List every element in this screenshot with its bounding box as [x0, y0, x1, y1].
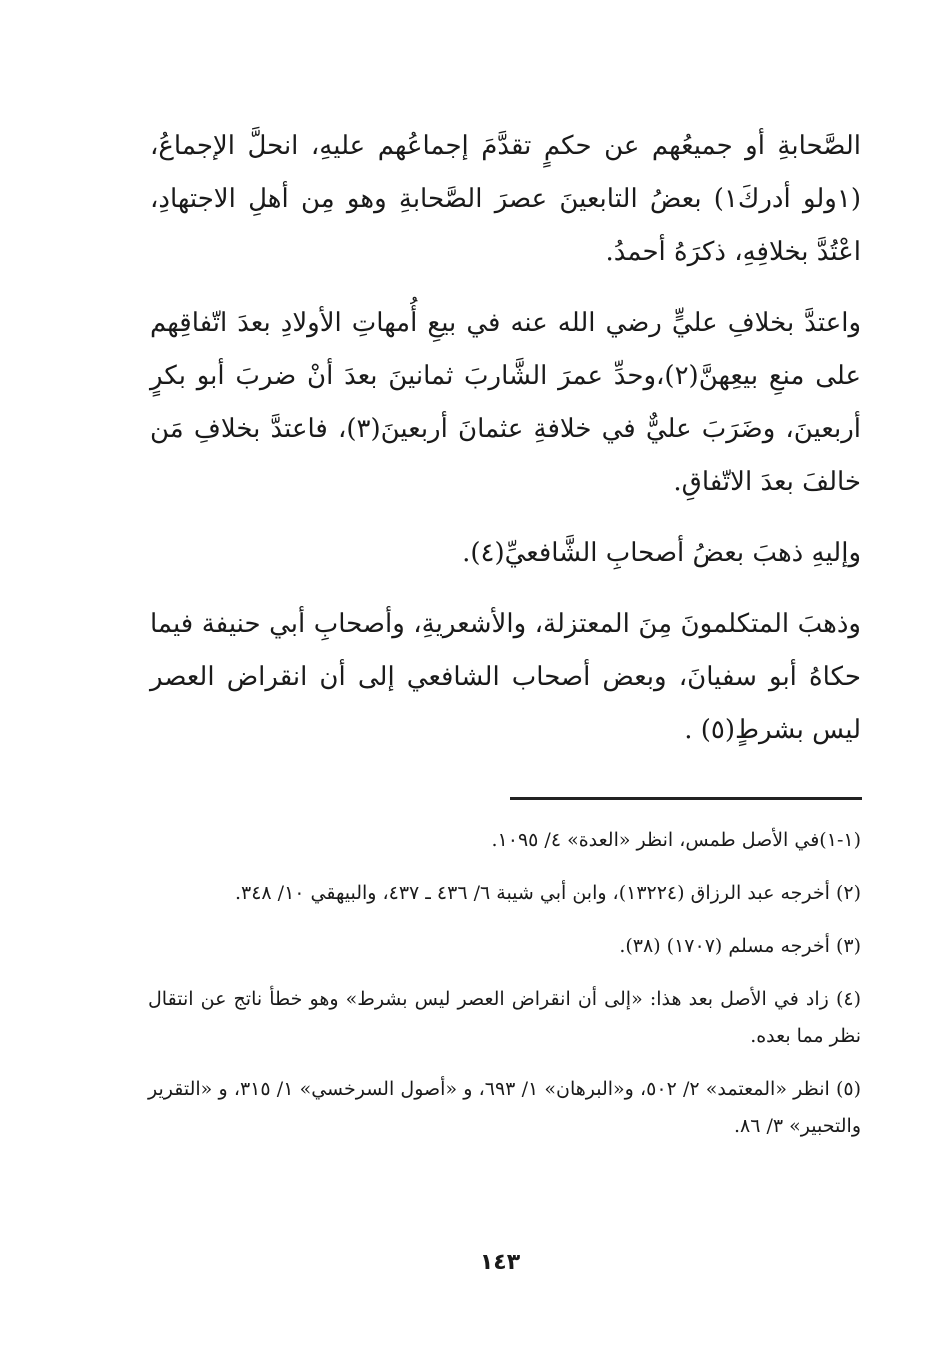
footnote-5: (٥) انظر «المعتمد» ٢/ ٥٠٢، و«البرهان» ١/ ٦٩٣، و «أصول السرخسي» ١/ ٣١٥، و «التقرير والتحبير» ٣/ ٨٦.: [148, 1078, 862, 1137]
body-paragraph-4: وذهبَ المتكلمونَ مِنَ المعتزلة، والأشعريةِ، وأصحابِ أبي حنيفة فيما حكاهُ أبو سفيانَ، وبعض أصحاب الشافعي إلى أن انقراض العصر ليس بشرطٍ(٥) .: [150, 609, 861, 745]
body-paragraph-3: وإليهِ ذهبَ بعضُ أصحابِ الشَّافعيِّ(٤).: [462, 538, 861, 568]
footnote-1: (١-١)في الأصل طمس، انظر «العدة» ٤/ ١٠٩٥.: [491, 829, 861, 851]
footnotes: [148, 822, 861, 1161]
footnote-4: (٤) زاد في الأصل بعد هذا: «إلى أن انقراض العصر ليس بشرط» وهو خطأ ناتج عن انتقال نظر مما بعده.: [148, 988, 861, 1047]
body-paragraph-1: الصَّحابةِ أو جميعُهم عن حكمٍ تقدَّمَ إجماعُهم عليهِ، انحلَّ الإجماعُ، (١ولو أدركَ١) بعضُ التابعينَ عصرَ الصَّحابةِ وهو مِن أهلِ الاجتهادِ، اعْتُدَّ بخلافِهِ، ذكرَهُ أحمدُ.: [150, 131, 861, 267]
footnote-separator: [510, 797, 862, 800]
page-number: ١٤٣: [479, 1250, 521, 1275]
main-text: [150, 120, 861, 757]
footnote-2: (٢) أخرجه عبد الرزاق (١٣٢٢٤)، وابن أبي شيبة ٦/ ٤٣٦ ـ ٤٣٧، والبيهقي ١٠/ ٣٤٨.: [234, 882, 861, 904]
footnote-3: (٣) أخرجه مسلم (١٧٠٧) (٣٨).: [619, 935, 861, 957]
body-paragraph-2: واعتدَّ بخلافِ عليٍّ رضي الله عنه في بيعِ أُمهاتِ الأولادِ بعدَ اتّفاقِهم على منعِ بيعِهنَّ(٢)،وحدِّ عمرَ الشَّاربَ ثمانينَ بعدَ أنْ ضربَ أبو بكرٍ أربعينَ، وضَرَبَ عليٌّ في خلافةِ عثمانَ أربعينَ(٣)، فاعتدَّ بخلافِ مَن خالفَ بعدَ الاتّفاقِ.: [150, 308, 862, 497]
